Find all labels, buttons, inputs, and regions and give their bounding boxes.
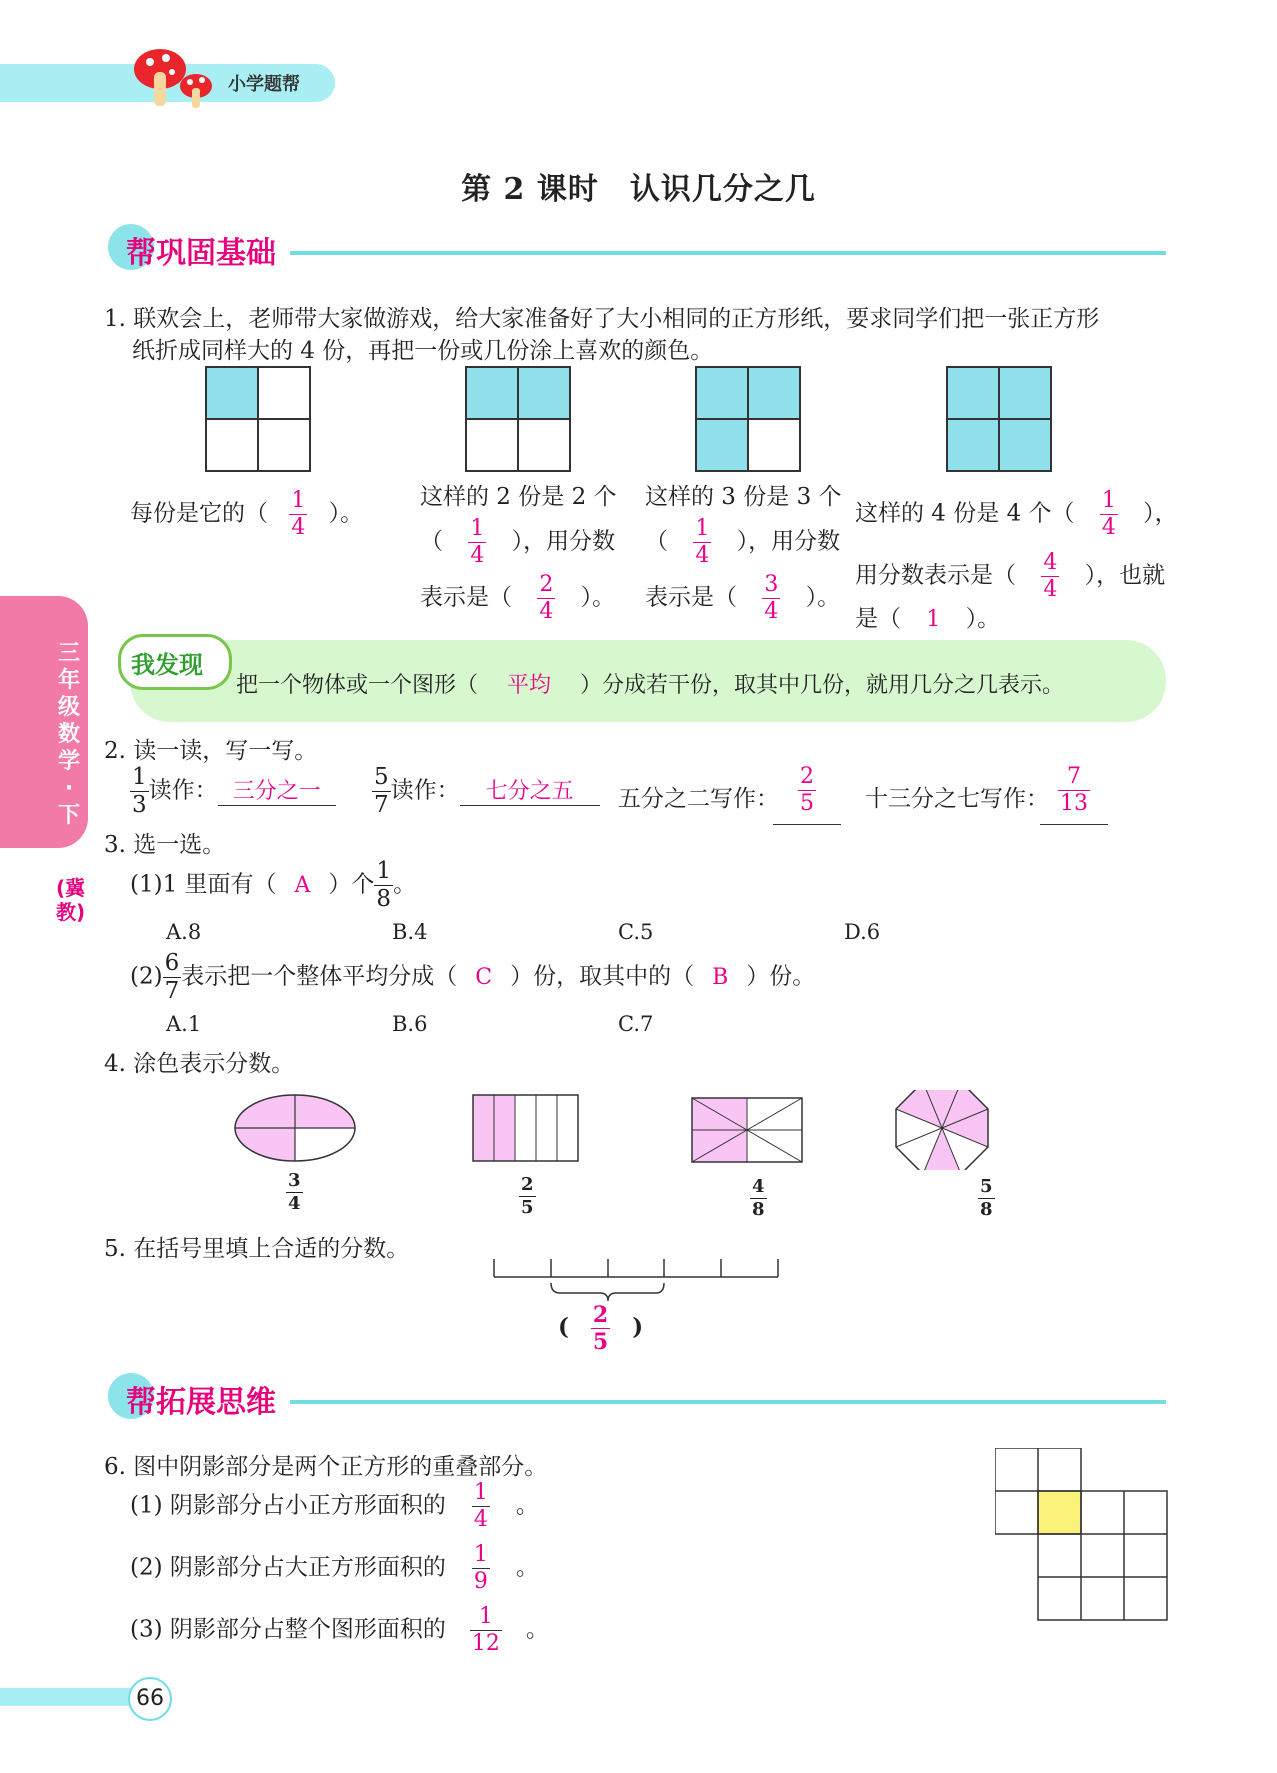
q4-ellipse[interactable] — [235, 1095, 355, 1161]
q5-prompt: 5. 在括号里填上合适的分数。 — [104, 1236, 410, 1262]
q1-part3-answer2[interactable]: $\frac{3}{4}$ — [764, 572, 779, 624]
q1-part4-answer3[interactable]: 1 — [926, 607, 941, 632]
q3-sub1-option-b[interactable]: B.4 — [392, 920, 428, 944]
q4-frac-1: $\frac{3}{4}$ — [288, 1170, 301, 1214]
section-divider-2 — [290, 1400, 1166, 1404]
q6-overlap-squares — [995, 1448, 1175, 1628]
q1-part3-line2: （ $\frac{1}{4}$ ），用分数 — [645, 516, 841, 568]
q4-frac-2: $\frac{2}{5}$ — [521, 1174, 534, 1218]
q3-sub2-option-b[interactable]: B.6 — [392, 1012, 428, 1036]
q2-item3-label: 五分之二写作： — [618, 786, 779, 812]
page-number: 66 — [128, 1677, 172, 1721]
q2-item1-answer[interactable]: 三分之一 — [218, 774, 336, 806]
side-tab-grade: 三年级数学·下 — [57, 641, 80, 828]
q1-part4-line3: 是（ 1 ）。 — [855, 606, 1001, 632]
q4-shapes — [230, 1090, 1130, 1170]
q3-sub1-option-a[interactable]: A.8 — [166, 920, 202, 944]
q4-frac-3: $\frac{4}{8}$ — [752, 1176, 765, 1220]
q1-square-3 — [695, 366, 801, 472]
q1-part1: 每份是它的（ $\frac{1}{4}$ ）。 — [130, 488, 364, 540]
q3-sub1: (1)1 里面有（ A ）个 $\frac{1}{8}$ 。 — [130, 858, 417, 912]
brand-label: 小学题帮 — [228, 74, 300, 95]
section-divider — [290, 251, 1166, 255]
q1-prompt-line1: 1. 联欢会上，老师带大家做游戏，给大家准备好了大小相同的正方形纸，要求同学们把一张正方形 — [104, 306, 1100, 332]
q3-prompt: 3. 选一选。 — [104, 832, 226, 858]
q1-part4-answer2[interactable]: $\frac{4}{4}$ — [1043, 550, 1058, 602]
q3-sub1-answer[interactable]: A — [294, 872, 311, 898]
discover-badge: 我发现 — [118, 634, 232, 690]
discover-answer[interactable]: 平均 — [507, 673, 552, 698]
q3-sub2-answer1[interactable]: C — [475, 964, 493, 990]
q2-item1: $\frac{1}{3}$ 读作： 三分之一 — [130, 766, 336, 817]
q1-part3-line1: 这样的 3 份是 3 个 — [645, 484, 842, 510]
q1-square-2 — [465, 366, 571, 472]
mushroom-icon — [130, 44, 220, 114]
q6-sub1-answer[interactable]: $\frac{1}{4}$ — [473, 1480, 488, 1532]
q5-answer-area: ( $\frac{2}{5}$ ) — [558, 1302, 644, 1355]
q1-part4-line2: 用分数表示是（ $\frac{4}{4}$ ），也就 — [855, 550, 1166, 602]
page-band — [0, 1688, 140, 1706]
q1-part2-line1: 这样的 2 份是 2 个 — [420, 484, 617, 510]
q1-square-1 — [205, 366, 311, 472]
q1-part3-answer1[interactable]: $\frac{1}{4}$ — [695, 516, 710, 568]
q4-prompt: 4. 涂色表示分数。 — [104, 1051, 295, 1077]
q3-sub1-option-d[interactable]: D.6 — [844, 920, 881, 944]
q2-prompt: 2. 读一读，写一写。 — [104, 738, 318, 764]
q3-sub2-option-c[interactable]: C.7 — [618, 1012, 654, 1036]
q6-sub3-answer[interactable]: $\frac{1}{12}$ — [471, 1604, 500, 1656]
q6-sub2-answer[interactable]: $\frac{1}{9}$ — [473, 1542, 488, 1594]
section-title-extend: 帮拓展思维 — [126, 1385, 276, 1420]
q2-item2: $\frac{5}{7}$ 读作： 七分之五 — [372, 766, 600, 817]
q2-item2-answer[interactable]: 七分之五 — [460, 774, 600, 806]
q2-item4-label: 十三分之七写作： — [865, 786, 1049, 812]
q4-rectangle[interactable] — [473, 1095, 578, 1161]
q1-prompt-line2: 纸折成同样大的 4 份，再把一份或几份涂上喜欢的颜色。 — [132, 338, 714, 364]
q6-sub2: (2) 阴影部分占大正方形面积的 $\frac{1}{9}$ 。 — [130, 1542, 539, 1594]
q2-item4-answer[interactable]: $\frac{7}{13}$ — [1040, 766, 1108, 825]
q6-sub3: (3) 阴影部分占整个图形面积的 $\frac{1}{12}$ 。 — [130, 1604, 549, 1656]
q1-part4-line1: 这样的 4 份是 4 个（ $\frac{1}{4}$ ）， — [855, 488, 1178, 540]
q1-part4-answer1[interactable]: $\frac{1}{4}$ — [1101, 488, 1116, 540]
q2-item3-answer[interactable]: $\frac{2}{5}$ — [773, 766, 841, 825]
section-title-basic: 帮巩固基础 — [126, 236, 276, 271]
q4-triangles-rect[interactable] — [692, 1098, 802, 1162]
q6-sub1: (1) 阴影部分占小正方形面积的 $\frac{1}{4}$ 。 — [130, 1480, 539, 1532]
q1-part3-line3: 表示是（ $\frac{3}{4}$ ）。 — [645, 572, 841, 624]
q1-part2-line3: 表示是（ $\frac{2}{4}$ ）。 — [420, 572, 616, 624]
q1-part1-answer[interactable]: $\frac{1}{4}$ — [291, 488, 306, 540]
side-tab-edition: (冀教) — [56, 876, 86, 924]
discover-text: 把一个物体或一个图形（ 平均 ）分成若干份，取其中几份，就用几分之几表示。 — [236, 673, 1065, 698]
q1-part2-line2: （ $\frac{1}{4}$ ），用分数 — [420, 516, 616, 568]
q3-sub2: (2) $\frac{6}{7}$ 表示把一个整体平均分成（ C ）份，取其中的（ B ）份。 — [130, 950, 816, 1004]
q3-sub2-answer2[interactable]: B — [712, 964, 729, 990]
q1-part2-answer1[interactable]: $\frac{1}{4}$ — [470, 516, 485, 568]
q4-octagon[interactable] — [896, 1090, 988, 1170]
page-title: 第 2 课时 认识几分之几 — [461, 172, 816, 207]
q1-part2-answer2[interactable]: $\frac{2}{4}$ — [539, 572, 554, 624]
q3-sub2-option-a[interactable]: A.1 — [166, 1012, 202, 1036]
q4-frac-4: $\frac{5}{8}$ — [980, 1176, 993, 1220]
q3-sub1-option-c[interactable]: C.5 — [618, 920, 654, 944]
q6-prompt: 6. 图中阴影部分是两个正方形的重叠部分。 — [104, 1454, 548, 1480]
q5-answer[interactable]: $\frac{2}{5}$ — [592, 1302, 609, 1355]
q1-square-4 — [946, 366, 1052, 472]
